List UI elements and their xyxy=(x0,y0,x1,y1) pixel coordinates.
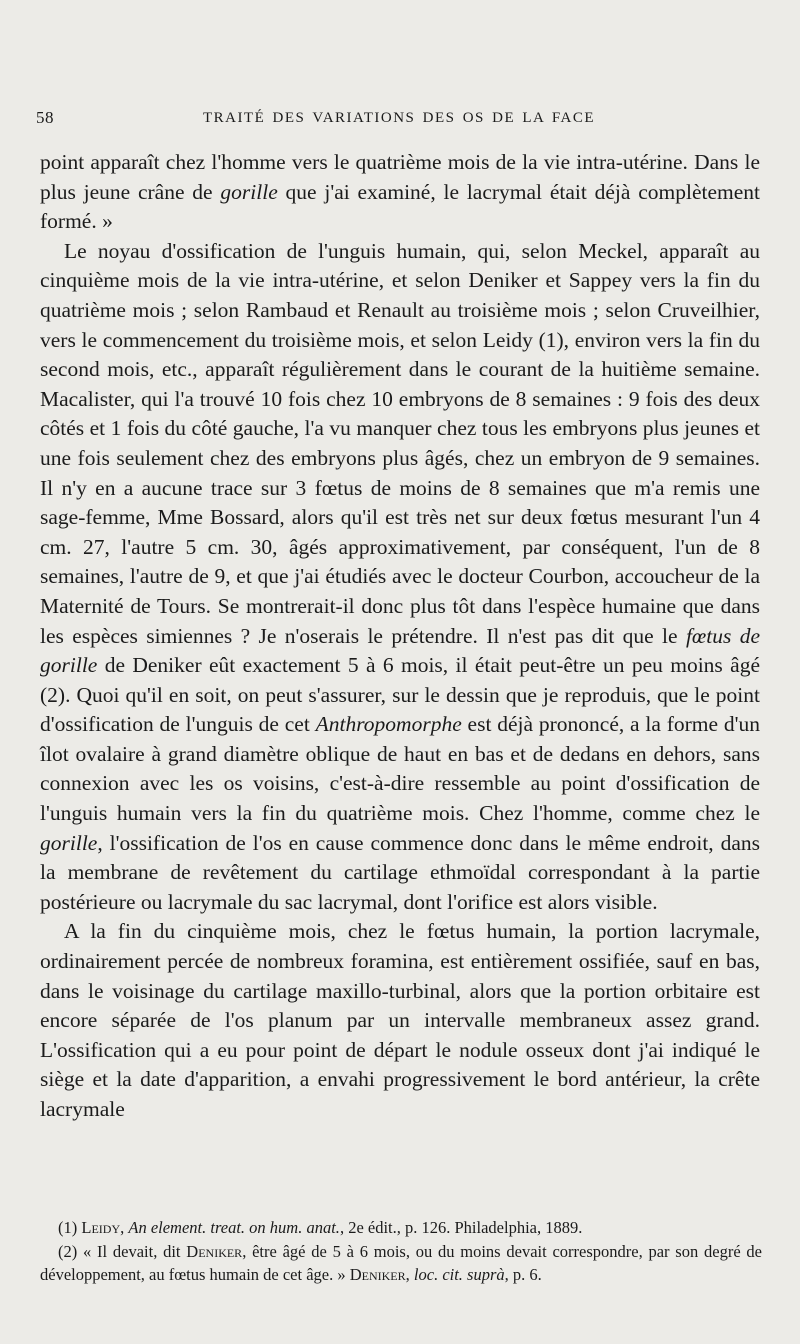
italic-title: loc. cit. suprà xyxy=(413,1265,505,1284)
running-head xyxy=(36,108,762,132)
italic-term: fœtus de gorille xyxy=(40,623,760,678)
text-segment: que j'ai examiné, le lacrymal était déjà complètement formé. » xyxy=(40,179,761,234)
footnote-2 xyxy=(40,1240,762,1287)
body-text xyxy=(40,148,760,1125)
text-segment: , p. 6. xyxy=(504,1265,542,1284)
paragraph-2 xyxy=(40,237,760,918)
text-segment: , être âgé de 5 à 6 mois, ou du moins devait correspondre, par son degré de développement, au fœtus humain de cet âge. » xyxy=(40,1241,762,1284)
text-segment: , xyxy=(120,1218,129,1237)
text-segment: est déjà prononcé, a la forme d'un îlot ovalaire à grand diamètre oblique de haut en bas et de dedans en dehors, sans connexion avec les os voisins, c'est-à-dire ressemble au point d'ossification de l'unguis humain vers la fin du quatrième mois. Chez l'homme, comme chez le xyxy=(40,712,760,826)
paragraph-1 xyxy=(40,148,760,237)
italic-term: gorille xyxy=(40,830,98,855)
text-segment: , 2e édit., p. 126. Philadelphia, 1889. xyxy=(339,1218,583,1237)
text-segment: A la fin du cinquième mois, chez le fœtus humain, la portion lacrymale, ordinairement percée de nombreux foramina, est entièrement ossifiée, sauf en bas, dans le voisinage du cartilage maxillo-turbinal, alors que la portion orbitaire est encore séparée de l'os planum par un intervalle membraneux assez grand. L'ossification qui a eu pour point de départ le nodule osseux dont j'ai indiqué le siège et la date d'apparition, a envahi progressivement le bord antérieur, la crête lacrymale xyxy=(40,919,760,1121)
text-segment: (1) xyxy=(58,1218,82,1237)
text-segment: de Deniker eût exactement 5 à 6 mois, il était peut-être un peu moins âgé (2). Quoi qu'il en soit, on peut s'assurer, sur le dessin que je reproduis, que le point d'ossification de l'unguis de cet xyxy=(40,653,760,737)
text-segment: Le noyau d'ossification de l'unguis humain, qui, selon Meckel, apparaît au cinquième mois de la vie intra-utérine, et selon Deniker et Sappey vers la fin du quatrième mois ; selon Rambaud et Renault au troisième mois ; selon Cruveilhier, vers le commencement du troisième mois, et selon Leidy (1), environ vers la fin du second mois, etc., apparaît régulièrement dans le courant de la huitième semaine. Macalister, qui l'a trouvé 10 fois chez 10 embryons de 8 semaines : 9 fois des deux côtés et 1 fois du côté gauche, l'a vu manquer chez tous les embryons plus jeunes et une fois seulement chez des embryons plus âgés, chez un embryon de 9 semaines. Il n'y en a aucune trace sur 3 fœtus de moins de 8 semaines que m'a remis une sage-femme, Mme Bossard, alors qu'il est très net sur deux fœtus mesurant l'un 4 cm. 27, l'autre 5 cm. 30, âgés approximativement, par conséquent, l'un de 8 semaines, l'autre de 9, et que j'ai étudiés avec le docteur Courbon, accoucheur de la Maternité de Tours. Se montrerait-il donc plus tôt dans l'espèce humaine que dans les espèces simiennes ? Je n'oserais le prétendre. Il n'est pas dit que le xyxy=(40,238,760,648)
text-segment: , xyxy=(405,1265,414,1284)
italic-term: gorille xyxy=(220,179,278,204)
paragraph-3 xyxy=(40,917,760,1124)
italic-term: Anthropomorphe xyxy=(315,712,462,737)
author-name: Deniker xyxy=(186,1241,243,1261)
text-segment: , l'ossification de l'os en cause commence donc dans le même endroit, dans la membrane de revêtement du cartilage ethmoïdal correspondant à la partie postérieure ou lacrymale du sac lacrymal, dont l'orifice est alors visible. xyxy=(40,830,760,914)
footnote-1 xyxy=(40,1216,762,1240)
author-name: Deniker xyxy=(349,1265,406,1284)
text-segment: point apparaît chez l'homme vers le quatrième mois de la vie intra-utérine. Dans le plus jeune crâne de xyxy=(40,150,760,204)
footnotes xyxy=(40,1216,762,1287)
running-title: TRAITÉ DES VARIATIONS DES OS DE LA FACE xyxy=(202,110,596,126)
author-name: Leidy xyxy=(81,1218,121,1237)
text-segment: (2) « Il devait, dit xyxy=(58,1241,187,1261)
page-number: 58 xyxy=(36,108,54,127)
italic-title: An element. treat. on hum. anat. xyxy=(128,1218,340,1237)
